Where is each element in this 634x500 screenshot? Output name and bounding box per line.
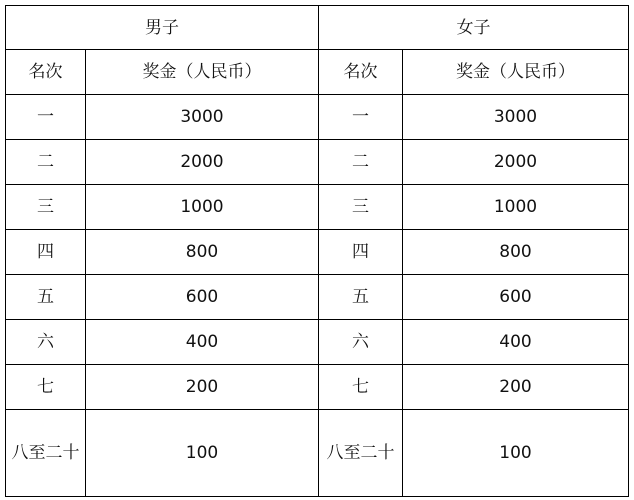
rank-cell: 五 <box>319 275 403 320</box>
column-header-row <box>6 50 629 95</box>
table-row <box>6 275 629 320</box>
rank-cell: 四 <box>6 230 86 275</box>
rank-cell: 二 <box>319 140 403 185</box>
prize-cell: 400 <box>86 320 319 365</box>
table-row <box>6 365 629 410</box>
rank-header-men: 名次 <box>6 50 86 95</box>
prize-cell: 2000 <box>86 140 319 185</box>
group-men: 男子 <box>6 6 319 50</box>
rank-cell: 一 <box>6 95 86 140</box>
prize-header-men: 奖金（人民币） <box>86 50 319 95</box>
prize-cell: 400 <box>403 320 629 365</box>
prize-cell: 1000 <box>86 185 319 230</box>
rank-cell: 六 <box>6 320 86 365</box>
group-women: 女子 <box>319 6 629 50</box>
prize-header-women: 奖金（人民币） <box>403 50 629 95</box>
table-row <box>6 140 629 185</box>
rank-cell: 六 <box>319 320 403 365</box>
table-row <box>6 95 629 140</box>
rank-cell: 七 <box>319 365 403 410</box>
prize-cell: 200 <box>403 365 629 410</box>
prize-cell: 600 <box>86 275 319 320</box>
table-row <box>6 185 629 230</box>
rank-cell: 七 <box>6 365 86 410</box>
prize-cell: 3000 <box>86 95 319 140</box>
rank-cell: 三 <box>6 185 86 230</box>
rank-cell: 四 <box>319 230 403 275</box>
prize-cell: 200 <box>86 365 319 410</box>
prize-cell: 800 <box>86 230 319 275</box>
rank-cell: 一 <box>319 95 403 140</box>
rank-cell: 八至二十 <box>319 410 403 497</box>
prize-cell: 800 <box>403 230 629 275</box>
prize-cell: 3000 <box>403 95 629 140</box>
prize-cell: 100 <box>403 410 629 497</box>
table-row <box>6 410 629 497</box>
rank-cell: 三 <box>319 185 403 230</box>
group-header-row <box>6 6 629 50</box>
rank-cell: 八至二十 <box>6 410 86 497</box>
prize-cell: 2000 <box>403 140 629 185</box>
rank-header-women: 名次 <box>319 50 403 95</box>
prize-cell: 1000 <box>403 185 629 230</box>
table-row <box>6 230 629 275</box>
prize-cell: 600 <box>403 275 629 320</box>
rank-cell: 二 <box>6 140 86 185</box>
rank-cell: 五 <box>6 275 86 320</box>
table-row <box>6 320 629 365</box>
prize-cell: 100 <box>86 410 319 497</box>
prize-table <box>5 5 629 497</box>
